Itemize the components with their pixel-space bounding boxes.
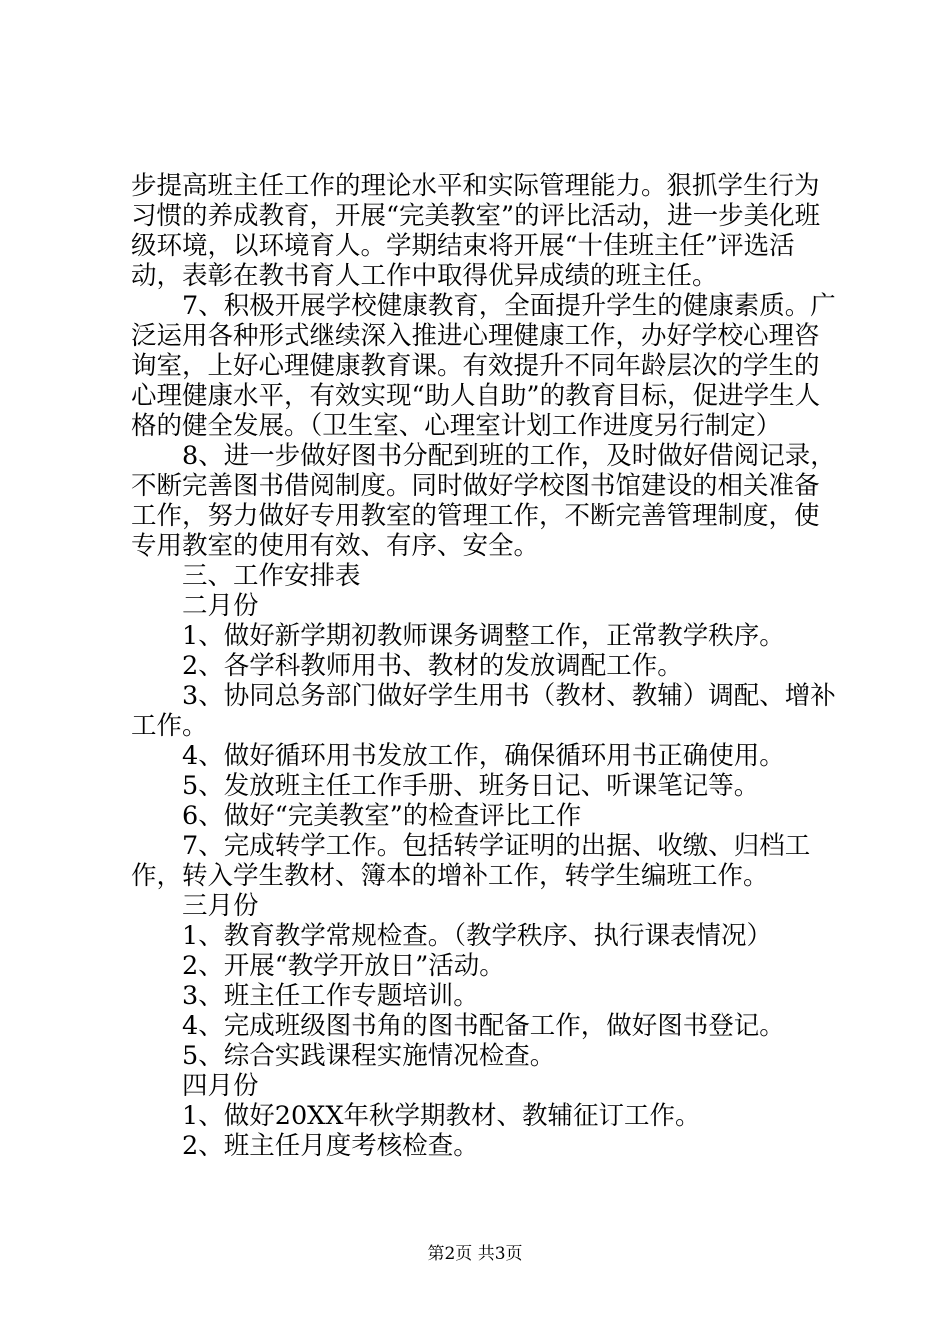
list-item: 1、做好新学期初教师课务调整工作，正常教学秩序。 bbox=[182, 621, 785, 651]
list-item: 6、做好“完美教室”的检查评比工作 bbox=[182, 801, 582, 831]
list-item: 4、做好循环用书发放工作，确保循环用书正确使用。 bbox=[182, 741, 785, 771]
list-item: 2、开展“教学开放日”活动。 bbox=[182, 951, 505, 981]
list-item: 5、发放班主任工作手册、班务日记、听课笔记等。 bbox=[182, 771, 760, 801]
list-item: 3、班主任工作专题培训。 bbox=[182, 981, 479, 1011]
list-item: 1、做好20XX年秋学期教材、教辅征订工作。 bbox=[182, 1101, 701, 1131]
list-item: 3、协同总务部门做好学生用书（教材、教辅）调配、增补工作。 bbox=[131, 681, 836, 741]
list-item: 4、完成班级图书角的图书配备工作，做好图书登记。 bbox=[182, 1011, 785, 1041]
list-item: 5、综合实践课程实施情况检查。 bbox=[182, 1041, 556, 1071]
month-heading: 二月份 bbox=[182, 591, 259, 621]
month-heading: 三月份 bbox=[182, 891, 259, 921]
list-item: 1、教育教学常规检查。（教学秩序、执行课表情况） bbox=[182, 921, 772, 951]
list-item: 2、各学科教师用书、教材的发放调配工作。 bbox=[182, 651, 683, 681]
paragraph: 步提高班主任工作的理论水平和实际管理能力。狠抓学生行为习惯的养成教育，开展“完美教室”的评比活动，进一步美化班级环境，以环境育人。学期结束将开展“十佳班主任”评选活动，表彰在教书育人工作中取得优异成绩的班主任。 bbox=[131, 171, 821, 291]
document-body bbox=[131, 171, 836, 1161]
list-item: 2、班主任月度考核检查。 bbox=[182, 1131, 479, 1161]
month-heading: 四月份 bbox=[182, 1071, 259, 1101]
paragraph: 7、积极开展学校健康教育，全面提升学生的健康素质。广泛运用各种形式继续深入推进心理健康工作，办好学校心理咨询室，上好心理健康教育课。有效提升不同年龄层次的学生的心理健康水平，有效实现“助人自助”的教育目标，促进学生人格的健全发展。（卫生室、心理室计划工作进度另行制定） bbox=[131, 291, 836, 441]
section-heading: 三、工作安排表 bbox=[182, 561, 361, 591]
page-number-footer: 第2页 共3页 bbox=[427, 1244, 523, 1264]
paragraph: 8、进一步做好图书分配到班的工作，及时做好借阅记录，不断完善图书借阅制度。同时做好学校图书馆建设的相关准备工作，努力做好专用教室的管理工作，不断完善管理制度，使专用教室的使用有效、有序、安全。 bbox=[131, 441, 836, 561]
list-item: 7、完成转学工作。包括转学证明的出据、收缴、归档工作，转入学生教材、簿本的增补工作，转学生编班工作。 bbox=[131, 831, 811, 891]
